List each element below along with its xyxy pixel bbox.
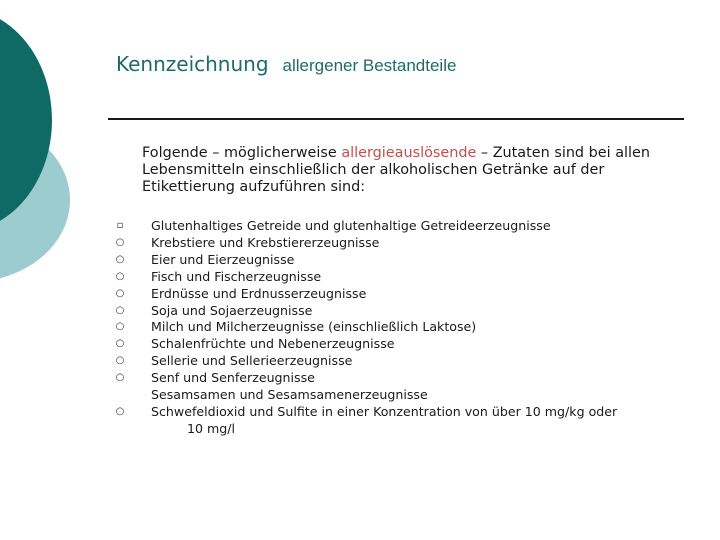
list-item-text: Sesamsamen und Sesamsamenerzeugnisse (151, 387, 428, 403)
title-main: Kennzeichnung (116, 52, 269, 76)
bullet-icon: ▫ (116, 220, 124, 231)
list-item (113, 252, 688, 269)
list-item (113, 269, 688, 286)
list-item (113, 387, 688, 404)
bullet-icon: ○ (115, 321, 125, 333)
intro-text-start: Folgende – möglicherweise (142, 145, 342, 161)
list-item-text: Milch und Milcherzeugnisse (einschließlich Laktose) (151, 319, 477, 335)
bullet-icon: ○ (115, 287, 125, 299)
bullet-icon: ○ (115, 270, 125, 282)
decorative-circles (0, 0, 80, 300)
bullet-icon: ○ (115, 338, 125, 350)
list-item (113, 303, 688, 320)
allergen-list (113, 218, 688, 438)
list-item-text: Sellerie und Sellerieerzeugnisse (151, 353, 353, 369)
bullet-icon: ○ (115, 372, 125, 384)
list-item-text: Fisch und Fischerzeugnisse (151, 268, 322, 284)
list-item (113, 404, 688, 438)
bullet-icon: ○ (115, 405, 125, 417)
list-item (113, 235, 688, 252)
list-item (113, 336, 688, 353)
intro-highlight: allergieauslösende (341, 145, 477, 161)
list-item-continuation: 10 mg/l (187, 420, 236, 436)
list-item-text: Krebstiere und Krebstiererzeugnisse (151, 234, 380, 250)
list-item (113, 353, 688, 370)
list-item-text: Eier und Eierzeugnisse (151, 251, 295, 267)
list-item-text: Erdnüsse und Erdnusserzeugnisse (151, 285, 367, 301)
list-item-text: Senf und Senferzeugnisse (151, 370, 315, 386)
list-item (113, 286, 688, 303)
slide-title (116, 52, 456, 76)
bullet-icon: ○ (115, 236, 125, 248)
list-item-text: Glutenhaltiges Getreide und glutenhaltige Getreideerzeugnisse (151, 218, 551, 233)
title-sub: allergener Bestandteile (282, 56, 457, 75)
intro-paragraph (142, 145, 682, 196)
list-item (113, 319, 688, 336)
list-item (113, 218, 688, 235)
list-item (113, 370, 688, 387)
bullet-icon: ○ (115, 304, 125, 316)
bullet-icon: ○ (115, 253, 125, 265)
list-item-text: Schwefeldioxid und Sulfite in einer Konzentration von über 10 mg/kg oder (151, 403, 618, 419)
list-item-text: Soja und Sojaerzeugnisse (151, 302, 313, 318)
bullet-icon: ○ (115, 355, 125, 367)
intro-text-end: – Zutaten sind bei allen Lebensmitteln einschließlich der alkoholischen Getränke auf der Etikettierung aufzuführen sind: (142, 145, 650, 195)
title-divider (108, 118, 684, 120)
list-item-text: Schalenfrüchte und Nebenerzeugnisse (151, 336, 395, 352)
